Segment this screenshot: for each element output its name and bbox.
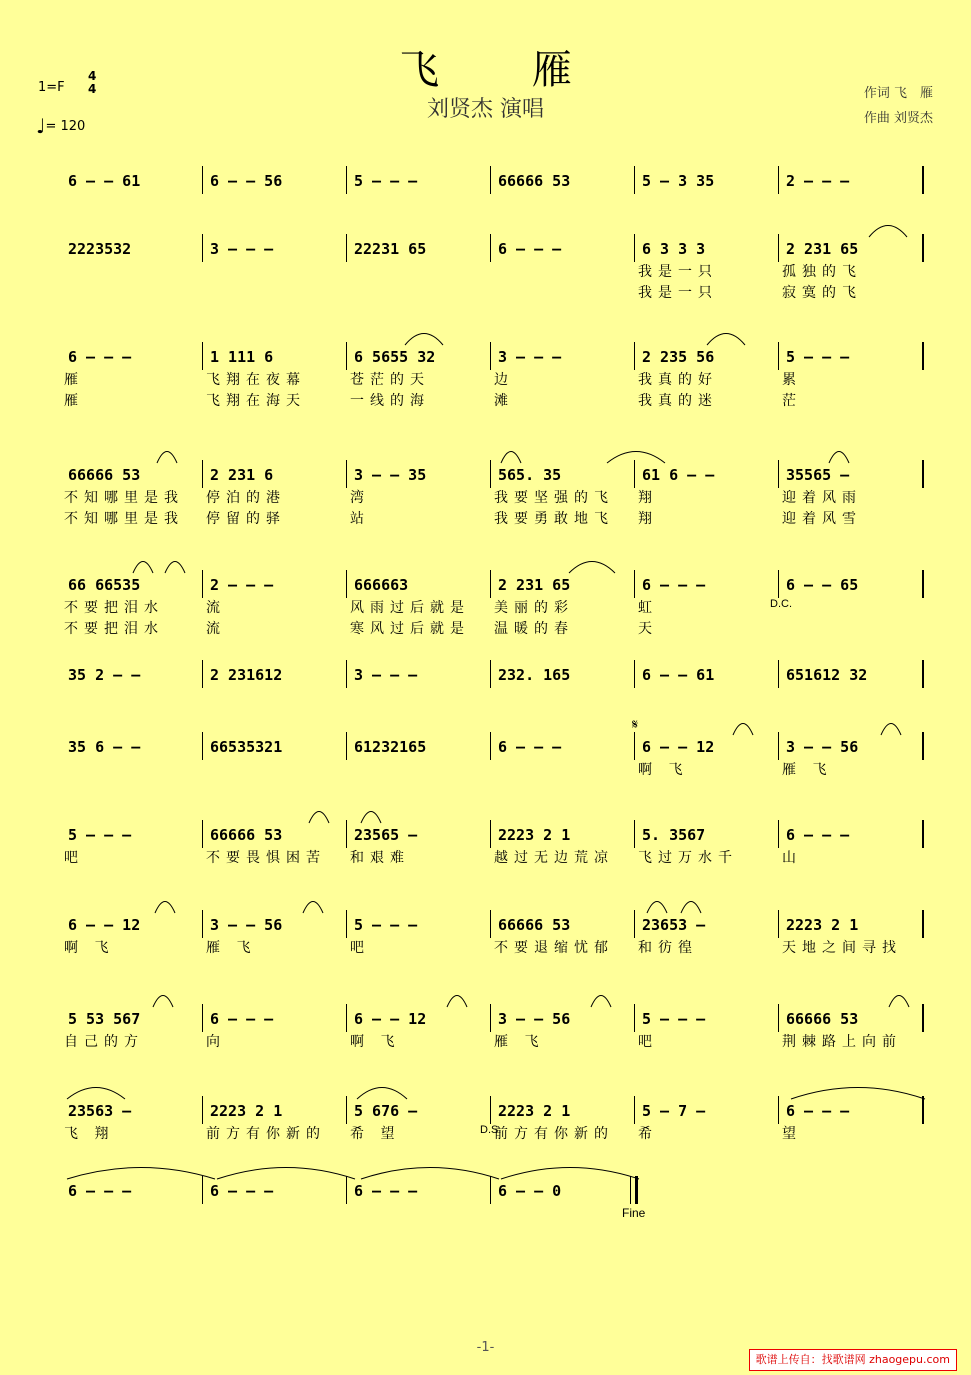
bar-line: [490, 1176, 491, 1204]
notation-line: [62, 572, 924, 598]
measure: 6 – – –: [68, 348, 132, 366]
measure: 6 – – –: [786, 1102, 850, 1120]
lyric-segment: 前方有你新的: [494, 1126, 614, 1142]
lyric-segment: 我要勇敢地飞: [494, 511, 614, 527]
measure: 6 – – 12: [642, 738, 715, 756]
end-bar-line: [922, 910, 924, 938]
measure: 6 – – 65: [786, 576, 859, 594]
bar-line: [490, 732, 491, 760]
lyric-segment: 停留的驿: [206, 511, 286, 527]
bar-line: [346, 1004, 347, 1032]
lyric-segment: 雁 飞: [206, 940, 257, 956]
lyric-segment: 荆棘路上向前: [782, 1034, 902, 1050]
lyric-line: [62, 283, 924, 304]
score-system: [62, 168, 924, 194]
lyric-segment: 我是一只: [638, 264, 718, 280]
lyric-line: [62, 938, 924, 959]
measure: 6 – – –: [210, 1010, 274, 1028]
lyric-segment: 希: [638, 1126, 658, 1142]
measure: 2223532: [68, 240, 132, 258]
lyric-line: [62, 391, 924, 412]
lyric-segment: 飞翔在海天: [206, 393, 306, 409]
bar-line: [202, 570, 203, 598]
bar-line: [490, 460, 491, 488]
end-bar-line: [922, 732, 924, 760]
bar-line: [202, 660, 203, 688]
bar-line: [634, 460, 635, 488]
bar-line: [490, 570, 491, 598]
performer: 刘贤杰 演唱: [427, 97, 544, 122]
notation-line: [62, 734, 924, 760]
lyric-segment: 向: [206, 1034, 226, 1050]
end-bar-line: [922, 570, 924, 598]
lyric-line: [62, 370, 924, 391]
score-system: [62, 462, 924, 530]
measure: 66666 53: [498, 916, 571, 934]
bar-line: [490, 820, 491, 848]
composer-credit: 作曲 刘贤杰: [863, 111, 933, 126]
lyricist-credit: 作词 飞 雁: [863, 86, 933, 101]
time-signature-bottom: 4: [88, 82, 97, 96]
bar-line: [202, 1004, 203, 1032]
lyric-segment: 天地之间寻找: [782, 940, 902, 956]
end-bar-line: [922, 1096, 924, 1124]
lyric-segment: 一线的海: [350, 393, 430, 409]
measure: 3 – – –: [210, 240, 274, 258]
bar-line: [346, 570, 347, 598]
measure: 232. 165: [498, 666, 571, 684]
lyric-segment: 停泊的港: [206, 490, 286, 506]
bar-line: [490, 342, 491, 370]
end-bar-line: [922, 460, 924, 488]
lyric-segment: 寂寞的飞: [782, 285, 862, 301]
lyric-segment: 湾: [350, 490, 370, 506]
bar-line: [346, 732, 347, 760]
measure: 6 – – –: [642, 576, 706, 594]
bar-line: [202, 820, 203, 848]
measure: [780, 1178, 922, 1204]
score-system: [62, 912, 924, 959]
notation-line: [62, 344, 924, 370]
measure: 35 2 – –: [68, 666, 141, 684]
lyric-segment: 不知哪里是我: [64, 511, 184, 527]
lyric-line: [62, 760, 924, 781]
bar-line: [778, 910, 779, 938]
end-bar-line: [922, 1004, 924, 1032]
measure: 6 – – –: [786, 826, 850, 844]
navigation-mark: D.C.: [770, 598, 792, 610]
measure: 66666 53: [68, 466, 141, 484]
bar-line: [202, 460, 203, 488]
lyric-segment: 风雨过后就是: [350, 600, 470, 616]
measure: 66666 53: [210, 826, 283, 844]
lyric-segment: 吧: [350, 940, 370, 956]
lyric-segment: 啊 飞: [638, 762, 689, 778]
lyric-segment: 希 望: [350, 1126, 401, 1142]
notation-line: [62, 1178, 924, 1204]
lyric-segment: 我是一只: [638, 285, 718, 301]
bar-line: [778, 732, 779, 760]
measure: 5 – 3 35: [642, 172, 715, 190]
measure: 2 231 6: [210, 466, 274, 484]
measure: 66 66535: [68, 576, 141, 594]
lyric-line: [62, 1032, 924, 1053]
measure: [636, 1178, 778, 1204]
lyric-segment: 越过无边荒凉: [494, 850, 614, 866]
lyric-segment: 滩: [494, 393, 514, 409]
lyric-segment: 迎着风雨: [782, 490, 862, 506]
lyric-segment: 雁 飞: [782, 762, 833, 778]
end-bar-line: [922, 234, 924, 262]
lyric-segment: 和艰难: [350, 850, 410, 866]
measure: 61232165: [354, 738, 427, 756]
notation-line: [62, 1006, 924, 1032]
measure: 23653 –: [642, 916, 706, 934]
tempo-marking: [36, 114, 85, 138]
key-signature: 1=F: [38, 80, 65, 95]
measure: 6 – – 12: [68, 916, 141, 934]
lyric-segment: 边: [494, 372, 514, 388]
lyric-segment: 我真的好: [638, 372, 718, 388]
measure: 3 – – 56: [210, 916, 283, 934]
lyric-segment: 温暖的春: [494, 621, 574, 637]
lyric-segment: 啊 飞: [64, 940, 115, 956]
lyric-segment: 苍茫的天: [350, 372, 430, 388]
final-bar-thick: [635, 1176, 638, 1204]
lyric-segment: 吧: [64, 850, 84, 866]
song-title: 飞 雁: [399, 47, 612, 93]
measure: 3 – – –: [354, 666, 418, 684]
measure: 5 676 –: [354, 1102, 418, 1120]
lyric-segment: 雁: [64, 372, 84, 388]
score-system: [62, 1006, 924, 1053]
lyric-segment: 不要退缩忧郁: [494, 940, 614, 956]
lyric-segment: 雁: [64, 393, 84, 409]
lyric-segment: 虹: [638, 600, 658, 616]
lyric-segment: 不知哪里是我: [64, 490, 184, 506]
bar-line: [778, 234, 779, 262]
bar-line: [346, 166, 347, 194]
lyric-segment: 我真的迷: [638, 393, 718, 409]
lyric-segment: 美丽的彩: [494, 600, 574, 616]
lyric-segment: 翔: [638, 511, 658, 527]
navigation-mark: Fine: [622, 1206, 646, 1220]
score-system: [62, 662, 924, 688]
notation-line: [62, 822, 924, 848]
measure: 5 – 7 –: [642, 1102, 706, 1120]
lyric-segment: 前方有你新的: [206, 1126, 326, 1142]
measure: 2 – – –: [786, 172, 850, 190]
lyric-segment: 望: [782, 1126, 802, 1142]
measure: 3 – – 35: [354, 466, 427, 484]
navigation-mark: 𝄋: [632, 716, 639, 732]
lyric-line: [62, 509, 924, 530]
lyric-segment: 飞过万水千: [638, 850, 738, 866]
lyric-segment: 迎着风雪: [782, 511, 862, 527]
bar-line: [778, 166, 779, 194]
bar-line: [778, 660, 779, 688]
measure: 61 6 – –: [642, 466, 715, 484]
notation-line: [62, 236, 924, 262]
measure: 2223 2 1: [498, 1102, 571, 1120]
measure: 2 235 56: [642, 348, 715, 366]
score-system: [62, 822, 924, 869]
lyric-line: [62, 488, 924, 509]
measure: 66535321: [210, 738, 283, 756]
measure: 6 3 3 3: [642, 240, 706, 258]
lyric-segment: 啊 飞: [350, 1034, 401, 1050]
quarter-note-icon: ♩: [36, 114, 46, 138]
lyric-segment: 翔: [638, 490, 658, 506]
bar-line: [202, 910, 203, 938]
measure: 6 – – –: [498, 738, 562, 756]
lyric-segment: 自己的方: [64, 1034, 144, 1050]
measure: 22231 65: [354, 240, 427, 258]
bar-line: [778, 460, 779, 488]
measure: 5. 3567: [642, 826, 706, 844]
measure: 35565 –: [786, 466, 850, 484]
bar-line: [202, 234, 203, 262]
score-system: [62, 236, 924, 304]
bar-line: [346, 234, 347, 262]
bar-line: [490, 234, 491, 262]
end-bar-line: [922, 820, 924, 848]
score-system: [62, 344, 924, 412]
lyric-line: [62, 619, 924, 640]
bar-line: [634, 1004, 635, 1032]
bar-line: [202, 342, 203, 370]
bar-line: [346, 460, 347, 488]
measure: 2223 2 1: [498, 826, 571, 844]
measure: 2223 2 1: [210, 1102, 283, 1120]
lyric-segment: 流: [206, 600, 226, 616]
lyric-segment: 吧: [638, 1034, 658, 1050]
end-bar-line: [922, 342, 924, 370]
bar-line: [346, 1096, 347, 1124]
measure: 3 – – –: [498, 348, 562, 366]
bar-line: [778, 1004, 779, 1032]
bar-line: [490, 660, 491, 688]
time-signature-top: 4: [88, 69, 97, 83]
measure: 23565 –: [354, 826, 418, 844]
bar-line: [634, 234, 635, 262]
measure: 66666 53: [498, 172, 571, 190]
lyric-segment: 天: [638, 621, 658, 637]
bar-line: [634, 910, 635, 938]
score-system: [62, 716, 924, 781]
measure: 6 – – –: [68, 1182, 132, 1200]
measure: 23563 –: [68, 1102, 132, 1120]
measure: 6 – – 61: [68, 172, 141, 190]
measure: 6 – – 0: [498, 1182, 562, 1200]
lyric-line: [62, 262, 924, 283]
final-bar-thin: [630, 1176, 631, 1204]
bar-line: [634, 732, 635, 760]
measure: 651612 32: [786, 666, 868, 684]
page-number: -1-: [476, 1340, 495, 1355]
lyric-segment: 不要把泪水: [64, 600, 164, 616]
measure: 6 5655 32: [354, 348, 436, 366]
lyric-segment: 我要坚强的飞: [494, 490, 614, 506]
lyric-segment: 寒风过后就是: [350, 621, 470, 637]
notation-line: [62, 662, 924, 688]
measure: 5 – – –: [354, 916, 418, 934]
bar-line: [346, 1176, 347, 1204]
bar-line: [634, 166, 635, 194]
measure: 66666 53: [786, 1010, 859, 1028]
measure: 5 53 567: [68, 1010, 141, 1028]
measure: 6 – – –: [354, 1182, 418, 1200]
score-system: [62, 572, 924, 640]
measure: 666663: [354, 576, 409, 594]
measure: 5 – – –: [786, 348, 850, 366]
bar-line: [778, 570, 779, 598]
tempo-value: = 120: [45, 119, 86, 134]
lyric-segment: 雁 飞: [494, 1034, 545, 1050]
bar-line: [202, 732, 203, 760]
watermark-badge: 歌谱上传自：找歌谱网 zhaogepu.com: [749, 1349, 957, 1371]
measure: 2223 2 1: [786, 916, 859, 934]
lyric-line: [62, 848, 924, 869]
measure: 3 – – 56: [786, 738, 859, 756]
notation-line: [62, 168, 924, 194]
bar-line: [346, 910, 347, 938]
lyric-segment: 站: [350, 511, 370, 527]
measure: 2 – – –: [210, 576, 274, 594]
bar-line: [490, 1096, 491, 1124]
bar-line: [634, 660, 635, 688]
lyric-segment: 流: [206, 621, 226, 637]
bar-line: [778, 820, 779, 848]
measure: 6 – – 56: [210, 172, 283, 190]
bar-line: [346, 342, 347, 370]
bar-line: [202, 1176, 203, 1204]
bar-line: [634, 570, 635, 598]
measure: 35 6 – –: [68, 738, 141, 756]
bar-line: [490, 910, 491, 938]
bar-line: [778, 342, 779, 370]
score-system: [62, 1098, 924, 1145]
bar-line: [490, 1004, 491, 1032]
lyric-segment: 孤独的飞: [782, 264, 862, 280]
bar-line: [202, 1096, 203, 1124]
measure: 5 – – –: [354, 172, 418, 190]
lyric-segment: 飞 翔: [64, 1126, 115, 1142]
time-signature: [88, 70, 96, 96]
navigation-mark: D.S.: [480, 1124, 502, 1136]
bar-line: [634, 1096, 635, 1124]
lyric-segment: 山: [782, 850, 802, 866]
measure: 2 231612: [210, 666, 283, 684]
end-bar-line: [922, 660, 924, 688]
measure: 565. 35: [498, 466, 562, 484]
notation-line: [62, 912, 924, 938]
notation-line: [62, 1098, 924, 1124]
score-system: [62, 1178, 924, 1220]
lyric-segment: 不要把泪水: [64, 621, 164, 637]
measure: 3 – – 56: [498, 1010, 571, 1028]
notation-line: [62, 462, 924, 488]
measure: 5 – – –: [642, 1010, 706, 1028]
lyric-segment: 累: [782, 372, 802, 388]
measure: 6 – – 61: [642, 666, 715, 684]
lyric-segment: 和彷徨: [638, 940, 698, 956]
lyric-segment: 茫: [782, 393, 802, 409]
measure: 2 231 65: [786, 240, 859, 258]
bar-line: [778, 1096, 779, 1124]
bar-line: [634, 820, 635, 848]
bar-line: [490, 166, 491, 194]
bar-line: [634, 342, 635, 370]
measure: 6 – – –: [210, 1182, 274, 1200]
measure: 1 111 6: [210, 348, 274, 366]
measure: 6 – – –: [498, 240, 562, 258]
measure: 6 – – 12: [354, 1010, 427, 1028]
measure: 2 231 65: [498, 576, 571, 594]
lyric-segment: 飞翔在夜幕: [206, 372, 306, 388]
lyric-line: [62, 598, 924, 619]
lyric-segment: 不要畏惧困苦: [206, 850, 326, 866]
end-bar-line: [922, 166, 924, 194]
bar-line: [346, 820, 347, 848]
bar-line: [202, 166, 203, 194]
measure: 5 – – –: [68, 826, 132, 844]
bar-line: [346, 660, 347, 688]
